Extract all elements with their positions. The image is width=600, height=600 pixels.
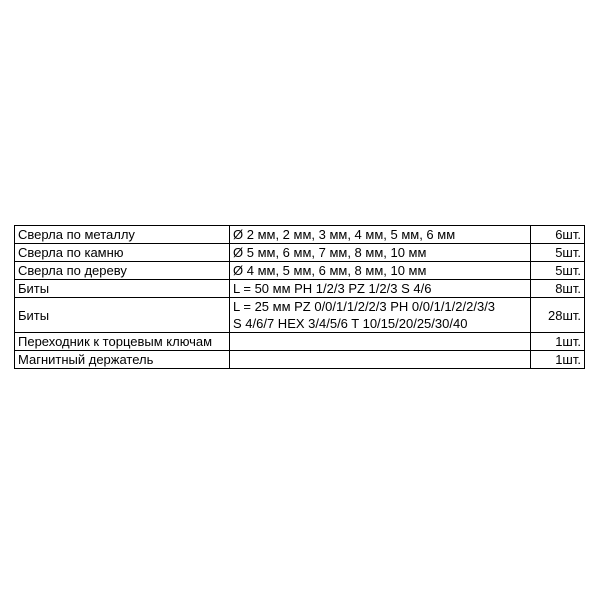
item-quantity-cell: 8шт. <box>531 280 585 298</box>
item-spec-cell <box>230 244 531 262</box>
table-row <box>15 298 585 333</box>
item-spec-line: S 4/6/7 HEX 3/4/5/6 T 10/15/20/25/30/40 <box>233 316 468 331</box>
specification-table <box>14 225 585 369</box>
item-name-cell: Биты <box>15 298 230 333</box>
item-spec-cell <box>230 298 531 333</box>
item-spec-line <box>233 351 527 368</box>
item-quantity-cell: 5шт. <box>531 244 585 262</box>
item-spec-line: Ø 5 мм, 6 мм, 7 мм, 8 мм, 10 мм <box>233 245 427 260</box>
item-spec-line <box>233 333 527 350</box>
item-spec-cell <box>230 351 531 369</box>
table-row <box>15 262 585 280</box>
item-spec-cell <box>230 262 531 280</box>
table-row <box>15 333 585 351</box>
item-name-cell: Переходник к торцевым ключам <box>15 333 230 351</box>
table-row <box>15 280 585 298</box>
item-quantity-cell: 1шт. <box>531 333 585 351</box>
item-name-cell: Сверла по камню <box>15 244 230 262</box>
item-spec-cell <box>230 333 531 351</box>
table-row <box>15 226 585 244</box>
item-spec-line: L = 50 мм PH 1/2/3 PZ 1/2/3 S 4/6 <box>233 281 432 296</box>
item-quantity-cell: 6шт. <box>531 226 585 244</box>
item-name-cell: Биты <box>15 280 230 298</box>
item-name-cell: Магнитный держатель <box>15 351 230 369</box>
item-spec-line: Ø 4 мм, 5 мм, 6 мм, 8 мм, 10 мм <box>233 263 427 278</box>
item-spec-line: L = 25 мм PZ 0/0/1/1/2/2/3 PH 0/0/1/1/2/2/3/3 <box>233 299 496 314</box>
item-quantity-cell: 5шт. <box>531 262 585 280</box>
specification-table-body <box>15 226 585 369</box>
item-spec-line: Ø 2 мм, 2 мм, 3 мм, 4 мм, 5 мм, 6 мм <box>233 227 456 242</box>
item-quantity-cell: 1шт. <box>531 351 585 369</box>
item-name-cell: Сверла по металлу <box>15 226 230 244</box>
table-row <box>15 244 585 262</box>
item-quantity-cell: 28шт. <box>531 298 585 333</box>
item-name-cell: Сверла по дереву <box>15 262 230 280</box>
item-spec-cell <box>230 226 531 244</box>
table-row <box>15 351 585 369</box>
item-spec-cell <box>230 280 531 298</box>
